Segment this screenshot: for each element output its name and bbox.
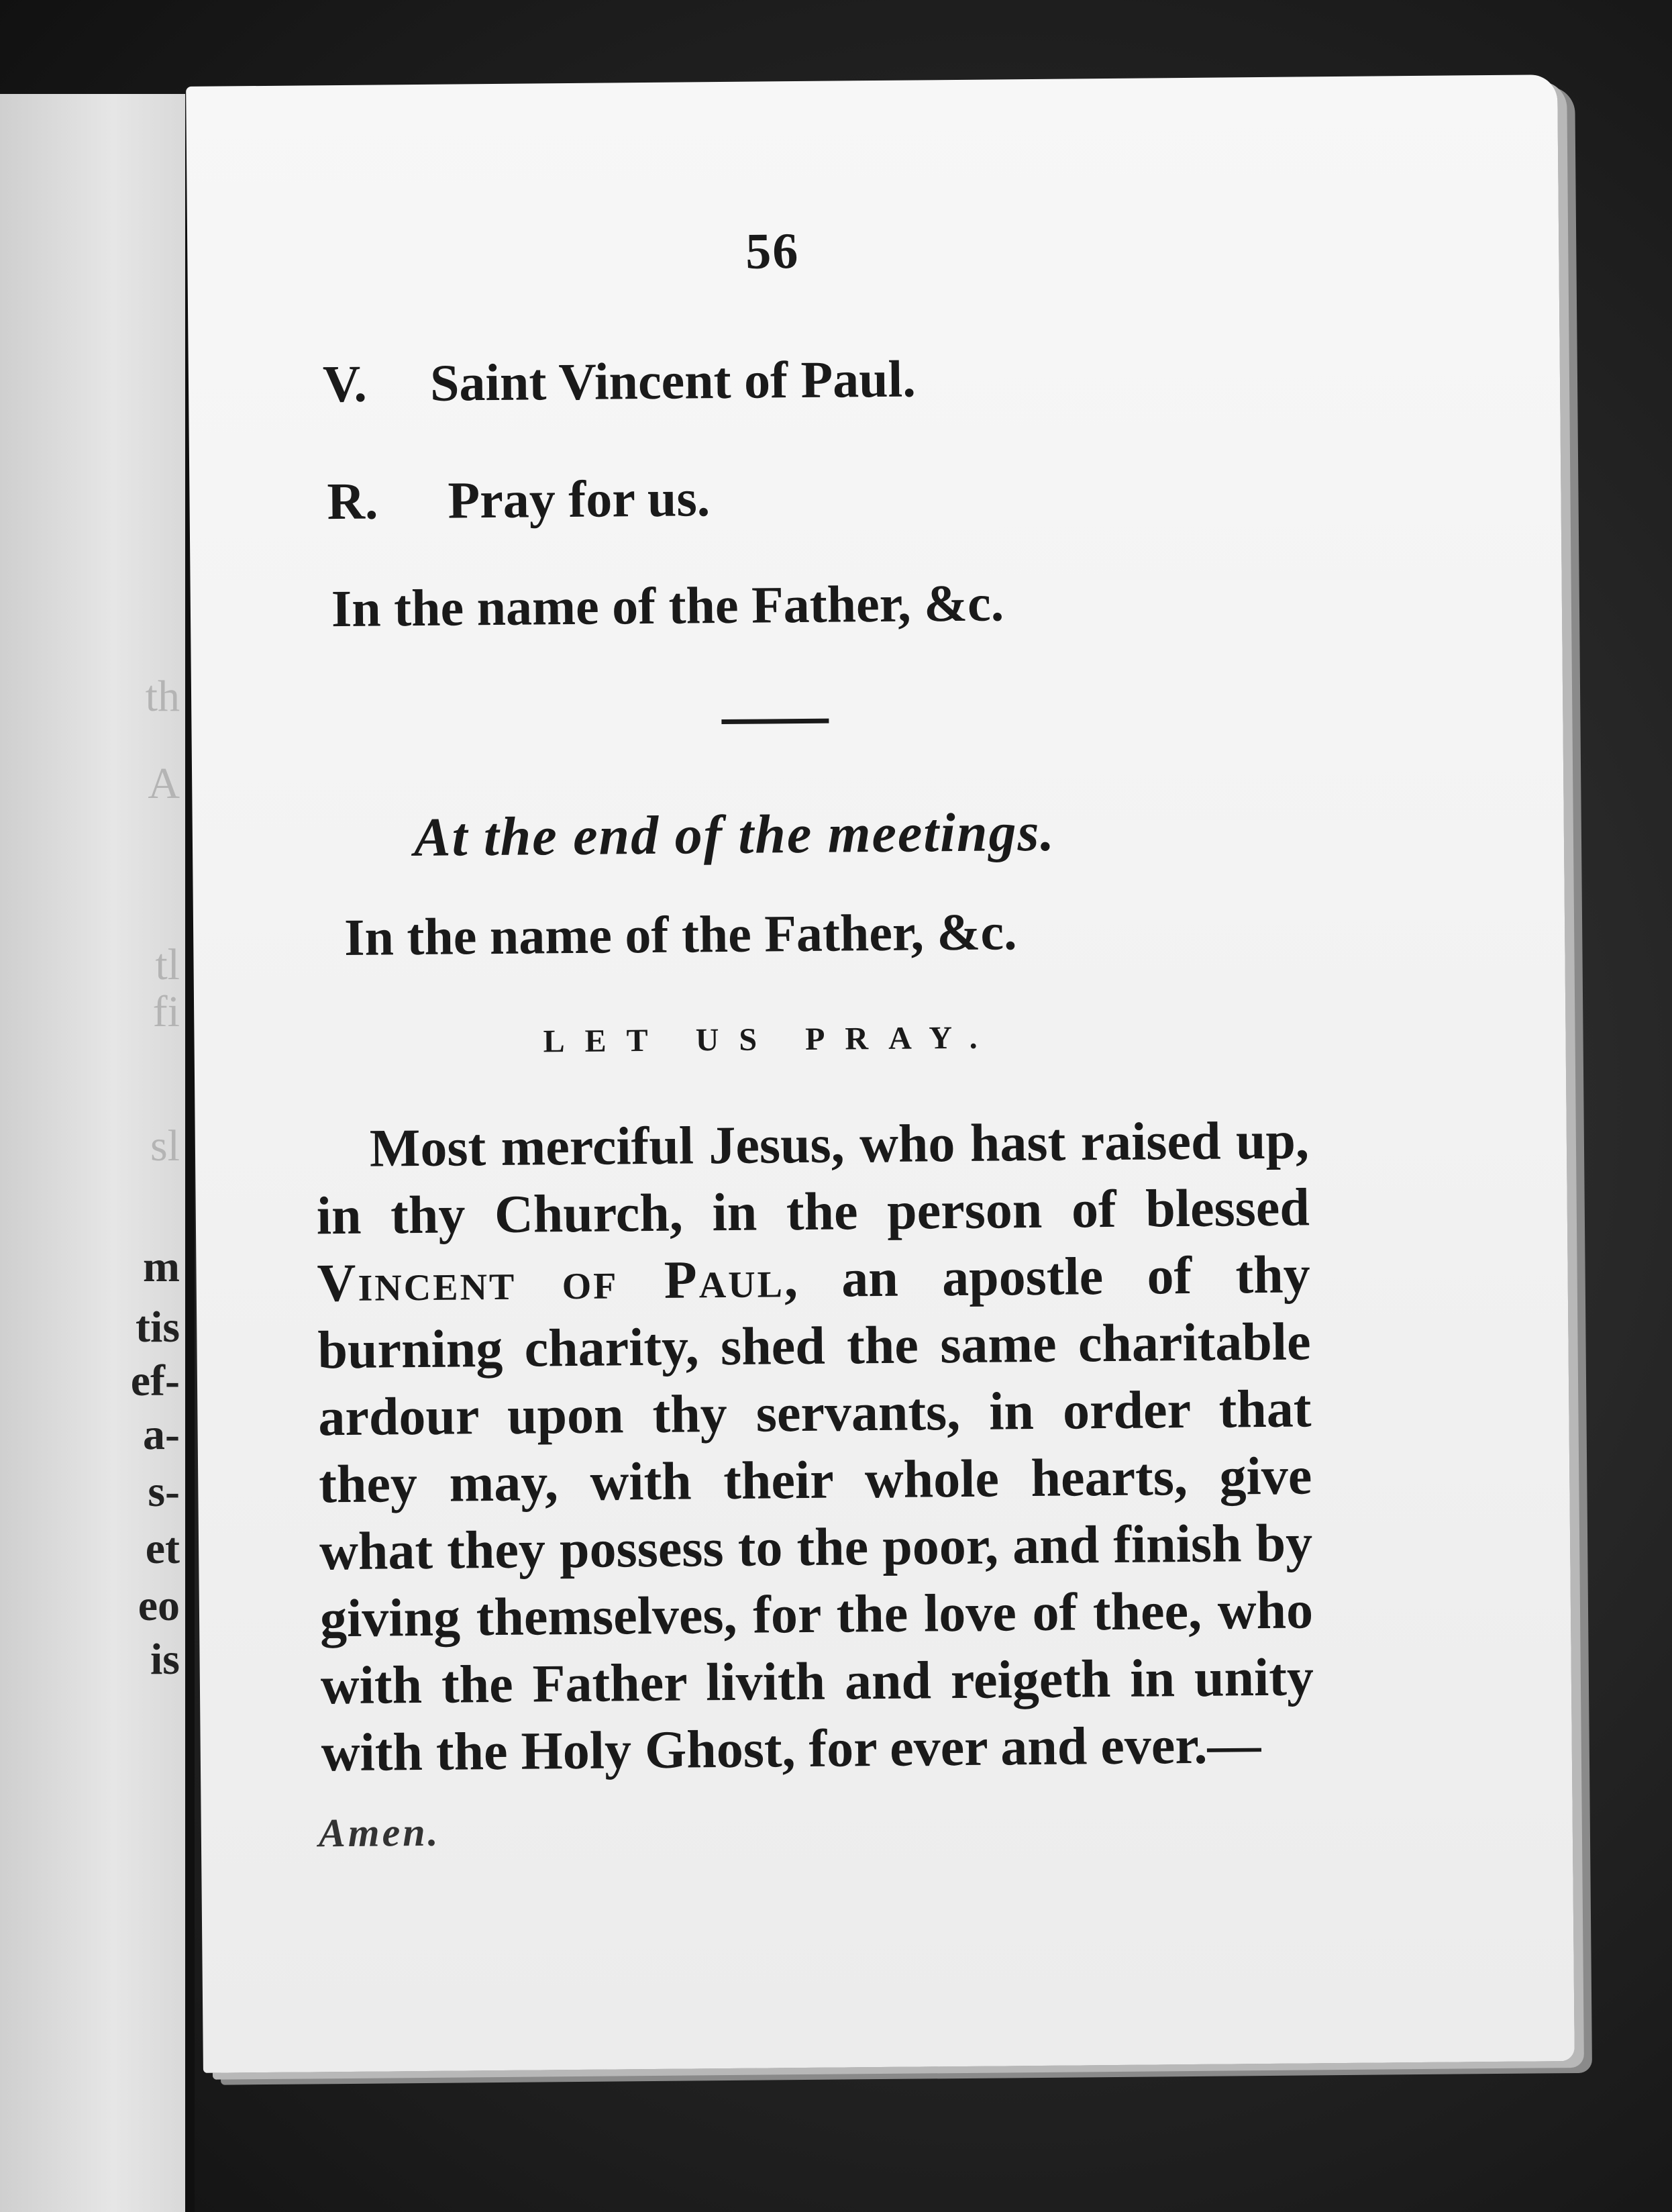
- left-fragment: a-: [143, 1410, 180, 1459]
- response-text: Pray for us.: [448, 468, 711, 530]
- book-page: [186, 74, 1575, 2073]
- versicle-text: Saint Vincent of Paul.: [429, 349, 917, 412]
- closing-line: In the name of the Father, &c.: [331, 573, 1004, 638]
- left-fragment: tl: [155, 940, 180, 989]
- response-line: [327, 468, 710, 532]
- section-divider: [721, 719, 829, 724]
- left-fragment: A: [148, 759, 180, 808]
- prayer-body: [316, 1107, 1315, 1787]
- versicle-line: [323, 349, 917, 415]
- prayer-text: [316, 1107, 1315, 1787]
- left-fragment: ef-: [130, 1356, 180, 1405]
- prayer-title: LET US PRAY.: [543, 1019, 998, 1060]
- page-number: 56: [745, 223, 800, 280]
- left-fragment: is: [150, 1635, 180, 1684]
- opening-line: In the name of the Father, &c.: [344, 902, 1017, 966]
- left-fragment: fi: [152, 987, 180, 1036]
- prayer-part-1: Most merciful Jesus, who hast raised up, in thy Church, in the person of blessed: [316, 1111, 1310, 1246]
- amen: Amen.: [318, 1809, 441, 1856]
- left-fragment: eo: [138, 1581, 180, 1630]
- left-fragment: s-: [148, 1467, 180, 1516]
- left-fragment: th: [145, 672, 180, 721]
- left-fragment: sl: [150, 1121, 180, 1170]
- left-fragment: tis: [136, 1303, 180, 1352]
- versicle-tag: V.: [322, 354, 368, 413]
- left-fragment: et: [145, 1524, 180, 1573]
- left-facing-page: [0, 94, 189, 2212]
- prayer-part-2: , an apostle of thy burning charity, shed the same charitable ardour upon thy servants, in order that they may, with their whole hearts, give what they possess to the poor, and finish by giving themselves, for the love of thee, who with the Father livith and reigeth in unity with the Holy Ghost, for ever and ever.—: [317, 1245, 1314, 1783]
- response-tag: R.: [327, 471, 378, 531]
- left-fragment: m: [143, 1242, 180, 1291]
- prayer-saint-name: Vincent of Paul: [317, 1250, 785, 1313]
- section-heading: At the end of the meetings.: [413, 801, 1056, 868]
